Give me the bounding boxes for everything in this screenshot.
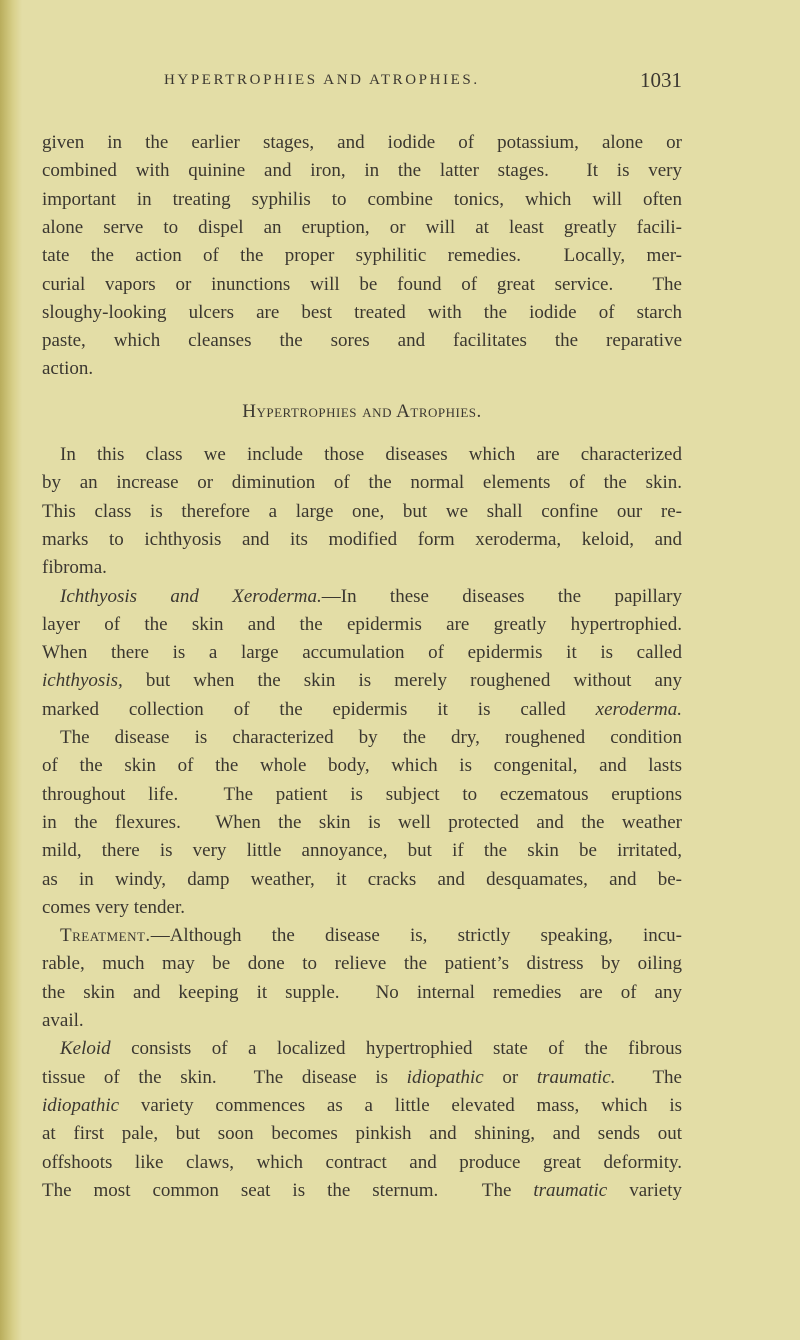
text-segment: action. <box>42 358 94 380</box>
text-segment: The disease is characterized by the dry, roughened condition <box>60 727 682 748</box>
text-segment: curial vapors or inunctions will be found of great service. The <box>42 273 682 295</box>
text-segment: the skin and keeping it supple. No internal remedies are of any <box>42 981 682 1003</box>
text-segment: marked collection of the epidermis it is called <box>42 698 596 720</box>
text-line <box>42 781 682 809</box>
running-head: HYPERTROPHIES AND ATROPHIES. <box>164 72 480 88</box>
text-line <box>42 214 682 242</box>
text-segment: —In these diseases the papillary <box>321 585 682 607</box>
text-line <box>42 186 682 214</box>
text-segment: offshoots like claws, which contract and produce great deformity. <box>42 1151 682 1173</box>
text-segment: Hypertrophies and Atrophies. <box>242 401 482 422</box>
text-line <box>42 1177 682 1205</box>
text-line <box>42 979 682 1007</box>
italic-term: traumatic <box>533 1179 608 1201</box>
text-segment: by an increase or diminution of the normal elements of the skin. <box>42 472 682 494</box>
text-line <box>42 299 682 327</box>
text-segment: in the flexures. When the skin is well protected and the weather <box>42 811 682 833</box>
text-line <box>42 129 682 157</box>
text-segment: When there is a large accumulation of epidermis it is called <box>42 642 682 664</box>
text-line <box>42 327 682 355</box>
text-segment: comes very tender. <box>42 896 185 918</box>
italic-term: idiopathic <box>42 1094 120 1116</box>
text-segment: mild, there is very little annoyance, but if the skin be irritated, <box>42 840 682 862</box>
text-segment: of the skin of the whole body, which is congenital, and lasts <box>42 755 682 777</box>
text-segment: but when the skin is merely roughened without any <box>122 670 682 692</box>
text-line <box>42 922 682 950</box>
text-line <box>42 441 682 469</box>
text-line <box>42 611 682 639</box>
text-segment: In this class we include those diseases which are characterized <box>60 444 682 465</box>
book-spine-edge <box>0 0 22 1340</box>
text-line <box>42 271 682 299</box>
text-line <box>42 526 682 554</box>
text-segment: combined with quinine and iron, in the latter stages. It is very <box>42 160 682 182</box>
text-segment: important in treating syphilis to combine tonics, which will often <box>42 188 682 210</box>
text-line <box>42 809 682 837</box>
italic-term: xeroderma. <box>595 698 682 720</box>
text-line <box>42 696 682 724</box>
text-line <box>42 157 682 185</box>
text-segment: variety <box>607 1179 682 1201</box>
text-line <box>42 1092 682 1120</box>
text-line <box>42 1120 682 1148</box>
italic-term: Ichthyosis and Xeroderma. <box>60 585 322 607</box>
italic-term: Keloid <box>60 1038 111 1060</box>
text-segment: —Although the disease is, strictly speaking, incu- <box>150 925 682 947</box>
text-line <box>42 724 682 752</box>
italic-term: traumatic. <box>536 1066 616 1088</box>
text-segment: tate the action of the proper syphilitic remedies. Locally, mer- <box>42 245 682 267</box>
text-line <box>42 950 682 978</box>
text-line <box>42 1035 682 1063</box>
italic-term: idiopathic <box>406 1066 484 1088</box>
text-line <box>42 1149 682 1177</box>
text-segment: or <box>483 1066 537 1088</box>
text-line <box>42 1007 682 1035</box>
text-line <box>42 1064 682 1092</box>
text-line <box>42 639 682 667</box>
text-segment: avail. <box>42 1010 84 1031</box>
text-line <box>42 837 682 865</box>
text-segment: as in windy, damp weather, it cracks and desquamates, and be- <box>42 868 682 890</box>
text-segment: alone serve to dispel an eruption, or will at least greatly facili- <box>42 216 682 238</box>
text-line <box>42 469 682 497</box>
text-segment: consists of a localized hypertrophied state of the fibrous <box>110 1038 682 1060</box>
small-caps-term: Treatment. <box>60 925 151 947</box>
text-segment: tissue of the skin. The disease is <box>42 1066 407 1088</box>
text-segment: layer of the skin and the epidermis are greatly hypertrophied. <box>42 613 682 635</box>
text-segment: throughout life. The patient is subject to eczematous eruptions <box>42 783 682 805</box>
text-line <box>42 242 682 270</box>
text-line <box>42 752 682 780</box>
text-segment: rable, much may be done to relieve the patient’s distress by oiling <box>42 953 682 975</box>
text-segment: at first pale, but soon becomes pinkish and shining, and sends out <box>42 1123 682 1145</box>
text-segment: paste, which cleanses the sores and facilitates the reparative <box>42 330 682 352</box>
text-line <box>42 498 682 526</box>
text-line <box>42 554 682 582</box>
text-segment: marks to ichthyosis and its modified form xeroderma, keloid, and <box>42 528 682 550</box>
text-segment: given in the earlier stages, and iodide of potassium, alone or <box>42 132 682 153</box>
page-number: 1031 <box>640 68 682 92</box>
text-segment: fibroma. <box>42 557 107 579</box>
text-line <box>42 894 682 922</box>
text-line <box>42 667 682 695</box>
text-line <box>42 355 682 383</box>
text-segment: sloughy-looking ulcers are best treated with the iodide of starch <box>42 301 682 323</box>
text-line <box>42 866 682 894</box>
text-segment: The most common seat is the sternum. The <box>42 1179 534 1201</box>
text-segment: variety commences as a little elevated mass, which is <box>119 1094 682 1116</box>
text-line <box>42 583 682 611</box>
section-heading <box>42 398 682 426</box>
text-segment: This class is therefore a large one, but we shall confine our re- <box>42 500 682 522</box>
text-segment: The <box>615 1066 682 1088</box>
italic-term: ichthyosis, <box>42 670 123 692</box>
